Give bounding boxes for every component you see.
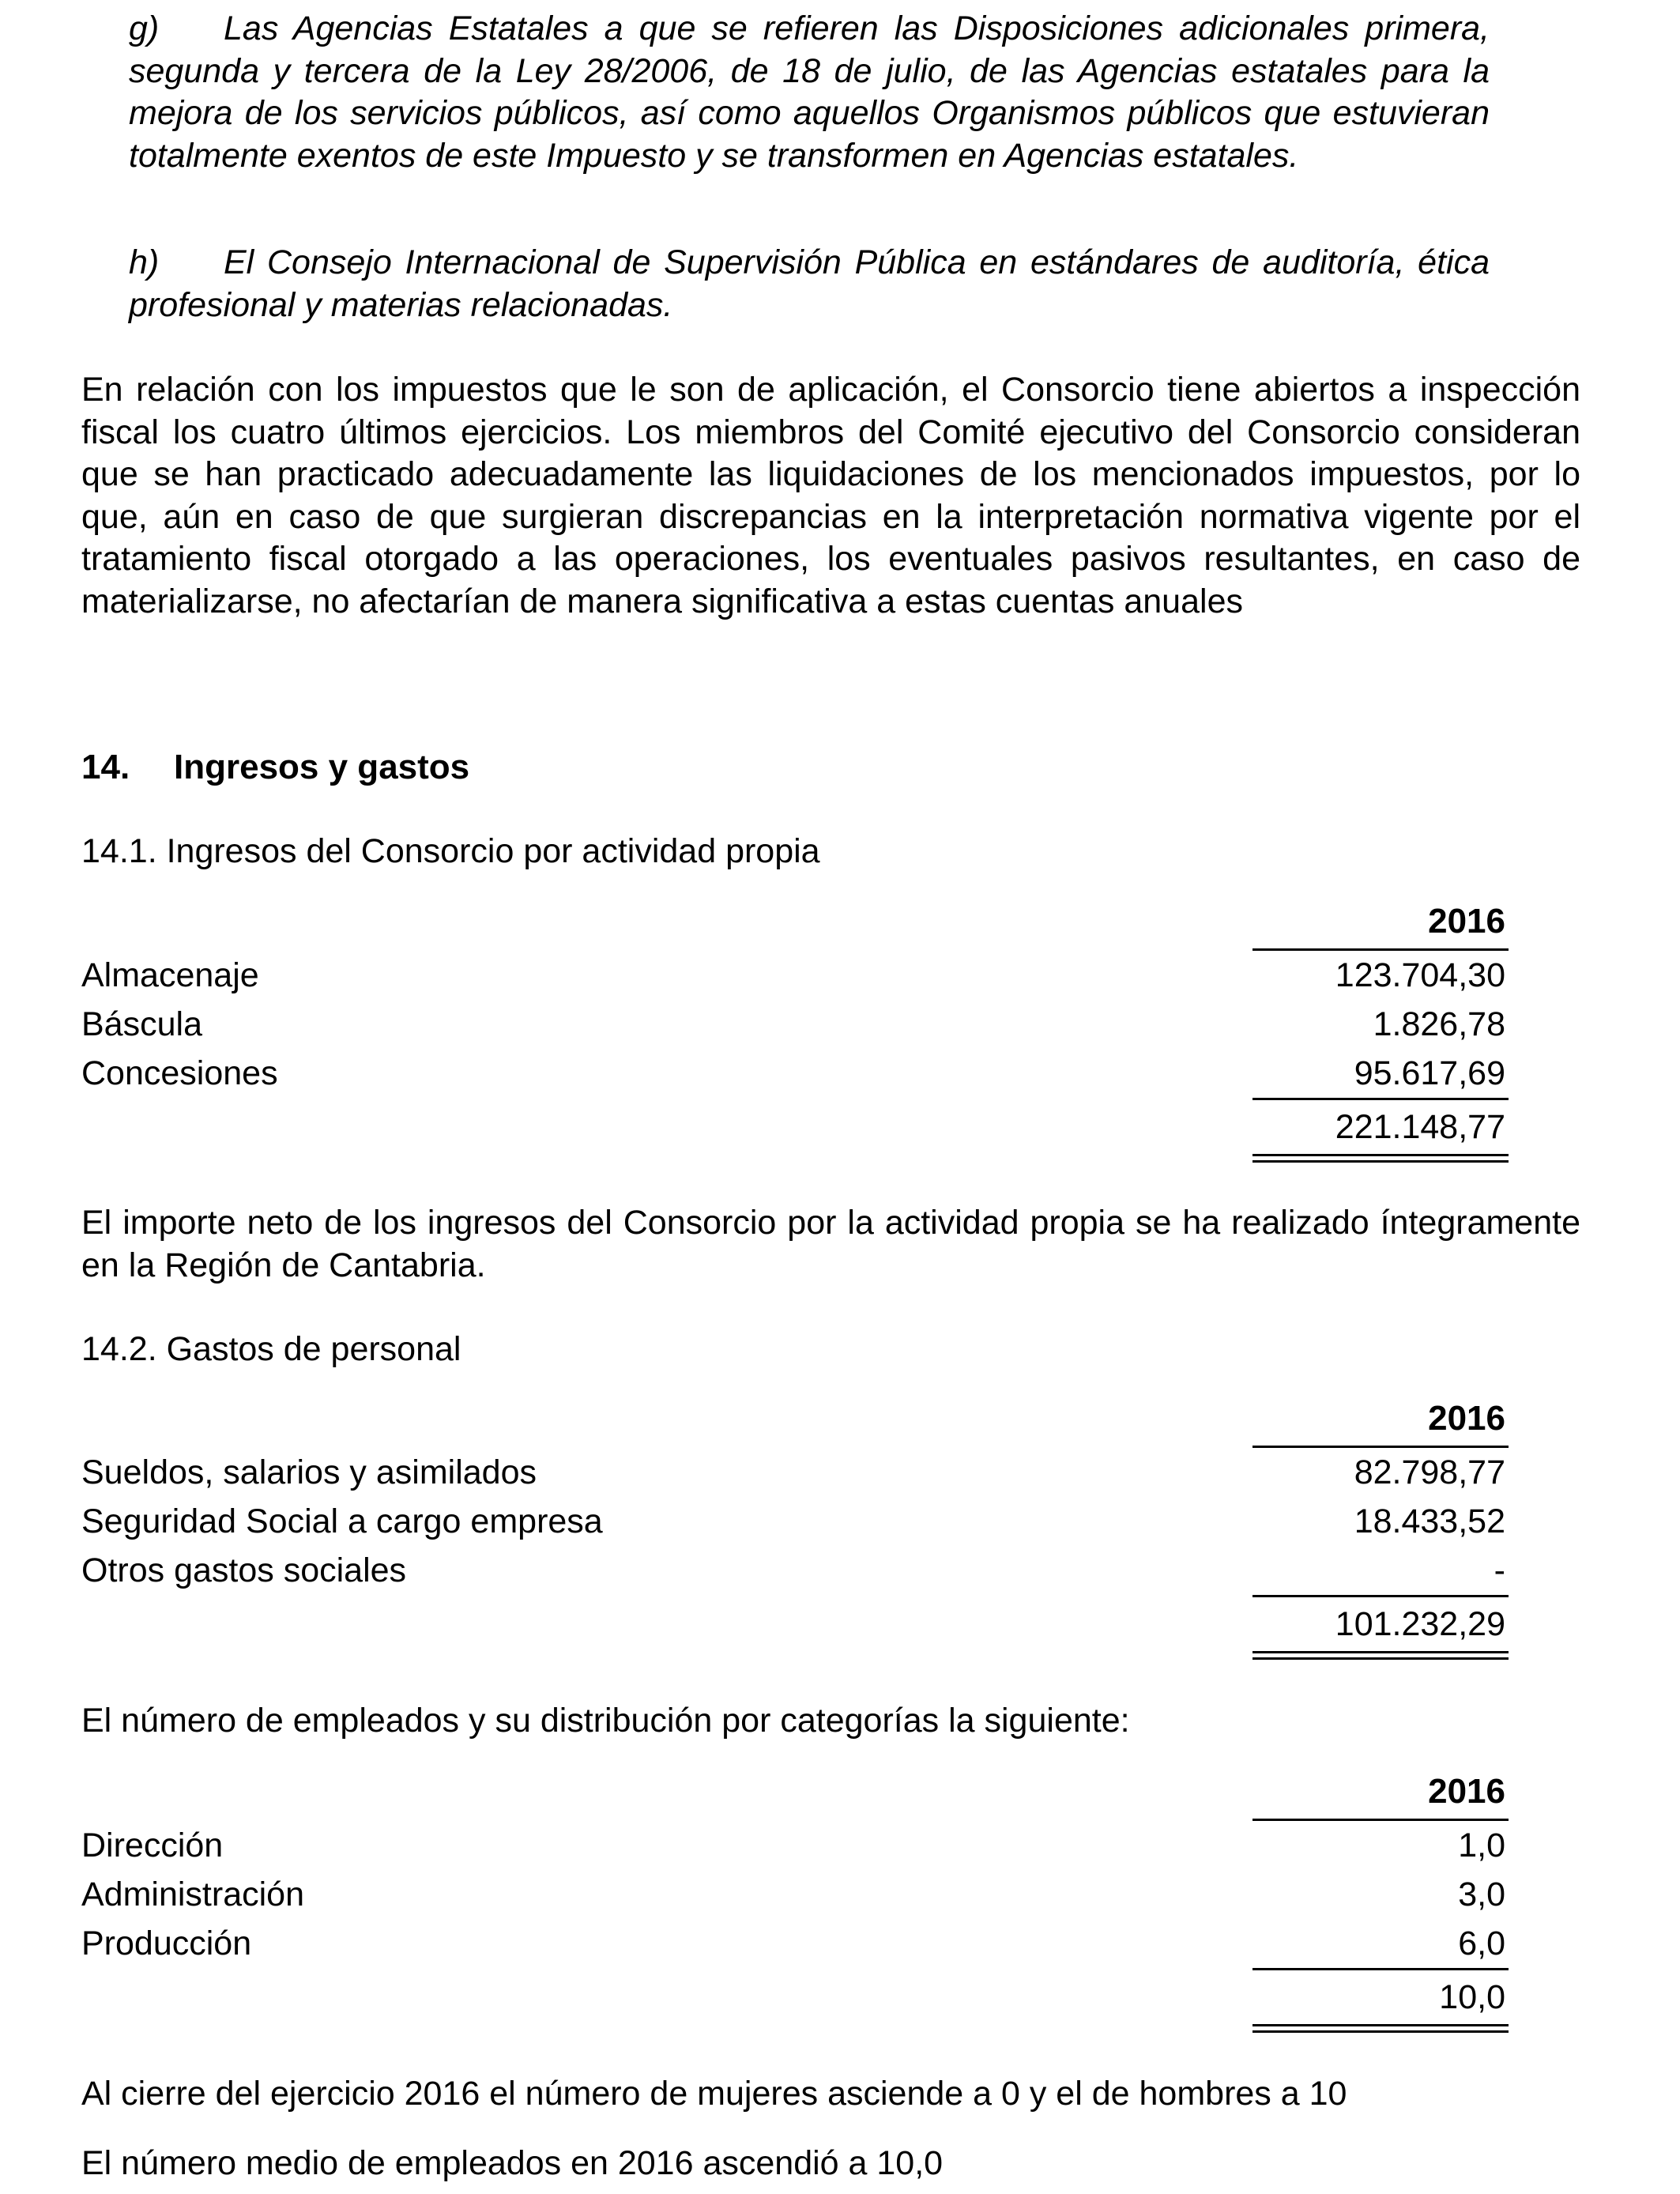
income-heading: 14.1. Ingresos del Consorcio por actividad propia — [81, 832, 820, 870]
row-label: Dirección — [81, 1826, 224, 1864]
row-value: 18.433,52 — [1354, 1502, 1505, 1540]
list-item-text: El Consejo Internacional de Supervisión Pública en estándares de auditoría, ética profesional y materias relacionadas. — [129, 243, 1490, 324]
total-value: 101.232,29 — [1335, 1605, 1505, 1643]
total-double-rule — [1252, 1651, 1509, 1660]
table-row — [81, 951, 1509, 1000]
income-note: El importe neto de los ingresos del Consorcio por la actividad propia se ha realizado íntegramente en la Región de Cantabria. — [81, 1204, 1580, 1284]
row-value: 1,0 — [1458, 1826, 1505, 1864]
list-item-text: Las Agencias Estatales a que se refieren las Disposiciones adicionales primera, segunda y tercera de la Ley 28/2006, de 18 de julio, de las Agencias estatales para la mejora de los servicios públicos, así como aquellos Organismos públicos que estuvieran totalmente exentos de este Impuesto y se transformen en Agencias estatales. — [129, 9, 1490, 175]
total-row — [81, 1100, 1509, 1154]
employees-intro: El número de empleados y su distribución por categorías la siguiente: — [81, 1702, 1130, 1740]
row-label: Administración — [81, 1875, 304, 1913]
personnel-table — [81, 1391, 1509, 1660]
table-header — [81, 894, 1509, 951]
tax-paragraph: En relación con los impuestos que le son de aplicación, el Consorcio tiene abiertos a inspección fiscal los cuatro últimos ejercicios. Los miembros del Comité ejecutivo del Consorcio consideran que se han practicado adecuadamente las liquidaciones de los mencionados impuestos, por lo que, aún en caso de que surgieran discrepancias en la interpretación normativa vigente por el tratamiento fiscal otorgado a las operaciones, los eventuales pasivos resultantes, en caso de materializarse, no afectarían de manera significativa a estas cuentas anuales — [81, 371, 1580, 620]
row-label: Seguridad Social a cargo empresa — [81, 1502, 603, 1540]
year-column-header: 2016 — [1428, 1772, 1505, 1811]
table-row — [81, 1546, 1509, 1595]
total-value: 221.148,77 — [1335, 1108, 1505, 1146]
year-column-header: 2016 — [1428, 1399, 1505, 1438]
section-heading — [81, 746, 469, 789]
table-header — [81, 1391, 1509, 1448]
income-table — [81, 894, 1509, 1163]
total-double-rule — [1252, 1154, 1509, 1163]
average-employees-note: El número medio de empleados en 2016 ascendió a 10,0 — [81, 2144, 944, 2182]
year-column-header: 2016 — [1428, 902, 1505, 941]
table-row — [81, 1821, 1509, 1870]
row-label: Concesiones — [81, 1054, 278, 1092]
list-item-h — [129, 242, 1490, 326]
table-header — [81, 1764, 1509, 1821]
row-value: 1.826,78 — [1373, 1005, 1505, 1043]
table-row — [81, 1870, 1509, 1919]
table-row — [81, 1448, 1509, 1497]
table-row — [81, 1049, 1509, 1098]
row-value: 3,0 — [1458, 1875, 1505, 1913]
section-number: 14. — [81, 748, 130, 786]
total-row — [81, 1970, 1509, 2024]
row-value: 6,0 — [1458, 1924, 1505, 1962]
gender-note: Al cierre del ejercicio 2016 el número de mujeres asciende a 0 y el de hombres a 10 — [81, 2075, 1347, 2113]
row-label: Producción — [81, 1924, 252, 1962]
total-value: 10,0 — [1439, 1978, 1505, 2016]
row-label: Sueldos, salarios y asimilados — [81, 1453, 537, 1491]
table-row — [81, 1000, 1509, 1049]
total-row — [81, 1597, 1509, 1651]
row-value: 82.798,77 — [1354, 1453, 1505, 1491]
list-item-label: h) — [129, 243, 160, 281]
list-item-g — [129, 8, 1490, 177]
section-title: Ingresos y gastos — [174, 748, 470, 786]
row-value: 95.617,69 — [1354, 1054, 1505, 1092]
row-label: Báscula — [81, 1005, 202, 1043]
personnel-heading: 14.2. Gastos de personal — [81, 1330, 461, 1368]
total-double-rule — [1252, 2024, 1509, 2033]
row-value: 123.704,30 — [1335, 956, 1505, 994]
row-label: Almacenaje — [81, 956, 259, 994]
table-row — [81, 1919, 1509, 1968]
table-row — [81, 1497, 1509, 1546]
row-value: - — [1494, 1551, 1505, 1589]
row-label: Otros gastos sociales — [81, 1551, 407, 1589]
list-item-label: g) — [129, 9, 160, 47]
employees-table — [81, 1764, 1509, 2033]
